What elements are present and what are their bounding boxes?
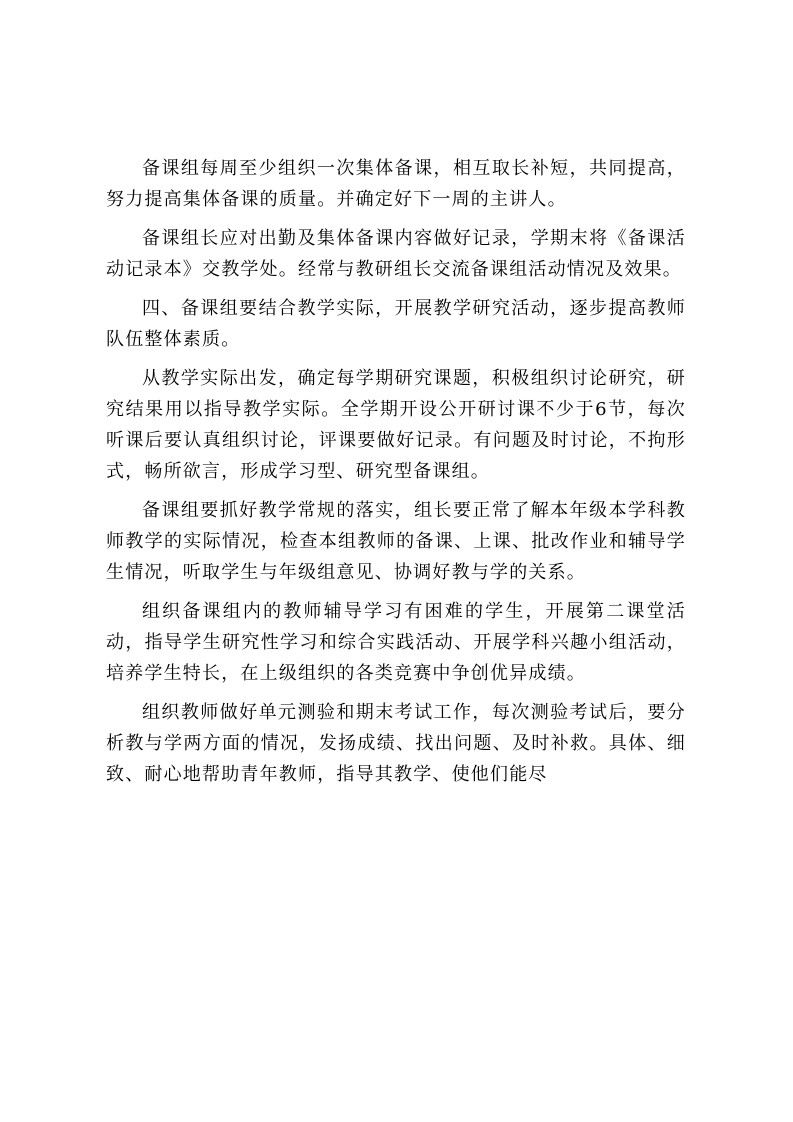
paragraph-weekly-lesson-prep: 备课组每周至少组织一次集体备课，相互取长补短，共同提高，努力提高集体备课的质量。并确定好下一周的主讲人。: [106, 158, 686, 210]
paragraph-routine: 备课组要抓好教学常规的落实，组长要正常了解本年级本学科教师教学的实际情况，检查本组教师的备课、上课、批改作业和辅导学生情况，听取学生与年级组意见、协调好教与学的关系。: [106, 500, 686, 583]
paragraph-section-four-heading: 四、备课组要结合教学实际，开展教学研究活动，逐步提高教师队伍整体素质。: [106, 298, 686, 350]
document-body: [106, 153, 686, 798]
paragraph-tutoring: 组织备课组内的教师辅导学习有困难的学生，开展第二课堂活动，指导学生研究性学习和综合实践活动、开展学科兴趣小组活动，培养学生特长，在上级组织的各类竞赛中争创优异成绩。: [106, 601, 686, 684]
paragraph-research: 从教学实际出发，确定每学期研究课题，积极组织讨论研究，研究结果用以指导教学实际。全学期开设公开研讨课不少于6节，每次听课后要认真组织讨论，评课要做好记录。有问题及时讨论，不拘形式，畅所欲言，形成学习型、研究型备课组。: [106, 368, 686, 482]
paragraph-exams: 组织教师做好单元测验和期末考试工作，每次测验考试后，要分析教与学两方面的情况，发扬成绩、找出问题、及时补救。具体、细致、耐心地帮助青年教师，指导其教学、使他们能尽: [106, 702, 686, 785]
paragraph-recording: 备课组长应对出勤及集体备课内容做好记录，学期末将《备课活动记录本》交教学处。经常与教研组长交流备课组活动情况及效果。: [106, 228, 686, 280]
